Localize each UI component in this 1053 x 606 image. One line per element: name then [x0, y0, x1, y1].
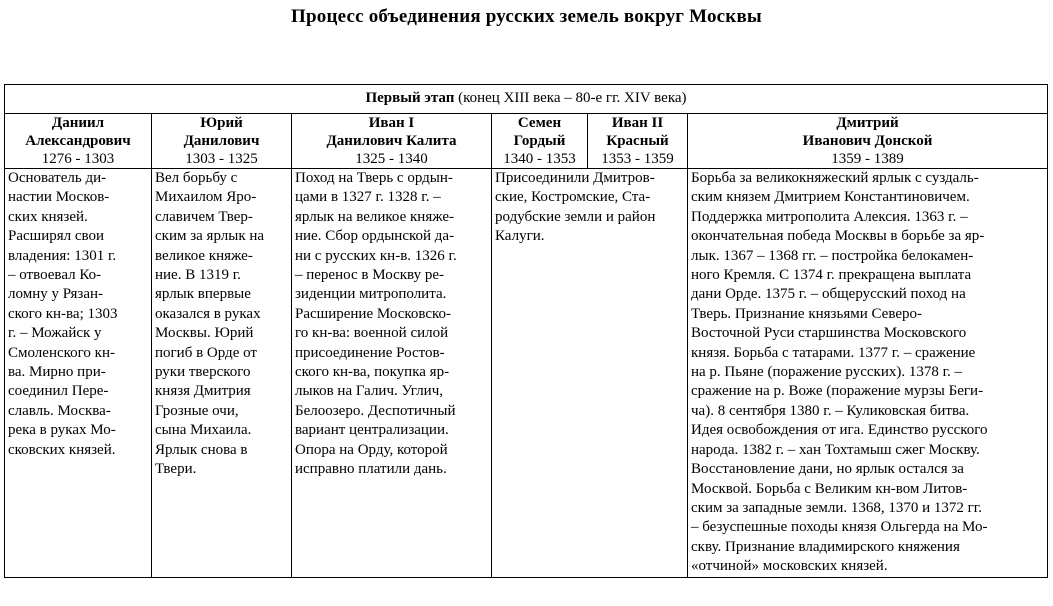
ruler-header-ivan1 — [292, 114, 492, 169]
ruler-years: 1359 - 1389 — [831, 151, 904, 167]
ruler-header-semen — [492, 114, 588, 169]
ruler-name: Иванович Донской — [802, 133, 933, 149]
events-semen-ivan2 — [492, 169, 688, 578]
events-text: Вел борьбу с Михаилом Яро- славичем Твер- ским за ярлык на великое княже- ние. В 1319 г. ярлык впервые оказался в руках Москвы. Юрий погиб в Орде от руки тверского князя Дмитрия Грозные очи, сына Михаила. Ярлык снова в Твери. — [155, 170, 265, 478]
ruler-name: Александрович — [25, 133, 131, 149]
ruler-years: 1340 - 1353 — [503, 151, 576, 167]
events-text: Борьба за великокняжеский ярлык с суздаль- ским князем Дмитрием Константиновичем. Поддержка митрополита Алексия. 1363 г. – окончательная победа Москвы в борьбе за яр- лык. 1367 – 1368 гг. – постройка белокамен- ного Кремля. С 1374 г. прекращена выплата дани Орде. 1375 г. – общерусский поход на Тверь. Признание князьями Северо- Восточной Руси старшинства Московского князя. Борьба с татарами. 1377 г. – сражение на р. Пьяне (поражение русских). 1378 г. – сражение на р. Воже (поражение мурзы Беги- ча). 8 сентября 1380 г. – Куликовская битва. Идея освобождения от ига. Единство русского народа. 1382 г. – хан Тохтамыш сжег Москву. Восстановление дани, но ярлык остался за Москвой. Борьба с Великим кн-вом Литов- ским за западные земли. 1368, 1370 и 1372 гг. – безуспешные походы князя Ольгерда на Мо- скву. Признание владимирского княжения «отчиной» московских князей. — [691, 170, 988, 575]
events-text: Основатель ди- настии Москов- ских князей. Расширял свои владения: 1301 г. – отвоевал Ко- ломну у Рязан- ского кн-ва; 1303 г. – Можайск у Смоленского кн- ва. Мирно при- соединил Пере- славль. Москва- река в руках Мо- сковских князей. — [8, 170, 118, 458]
ruler-name: Красный — [606, 133, 669, 149]
page-title: Процесс объединения русских земель вокруг Москвы — [291, 6, 762, 27]
events-text: Присоединили Дмитров- ские, Костромские, Ста- родубские земли и район Калуги. — [495, 170, 656, 245]
ruler-years: 1276 - 1303 — [41, 151, 115, 167]
ruler-header-yuri — [152, 114, 292, 169]
ruler-header-dmitry — [688, 114, 1048, 169]
ruler-name: Дмитрий — [836, 115, 899, 131]
stage-period: (конец XIII века – 80-е гг. XIV века) — [458, 90, 687, 107]
ruler-name: Данилович Калита — [326, 133, 457, 149]
ruler-header-daniil — [5, 114, 152, 169]
events-ivan1 — [292, 169, 492, 578]
events-daniil — [5, 169, 152, 578]
ruler-years: 1325 - 1340 — [355, 151, 428, 167]
stage-label: Первый этап — [365, 90, 455, 107]
ruler-name: Иван II — [611, 115, 664, 131]
history-table — [4, 84, 1048, 578]
ruler-name: Юрий — [200, 115, 243, 131]
events-yuri — [152, 169, 292, 578]
ruler-name: Иван I — [368, 115, 415, 131]
ruler-name: Даниил — [51, 115, 105, 131]
ruler-name: Семен — [517, 115, 562, 131]
events-text: Поход на Тверь с ордын- цами в 1327 г. 1328 г. – ярлык на великое княже- ние. Сбор ордынской да- ни с русских кн-в. 1326 г. – перенос в Москву ре- зиденции митрополита. Расширение Московско- го кн-ва: военной силой присоединение Ростов- ского кн-ва, покупка яр- лыков на Галич. Углич, Белоозеро. Деспотичный вариант централизации. Опора на Орду, которой исправно платили дань. — [295, 170, 457, 478]
ruler-years: 1353 - 1359 — [601, 151, 674, 167]
ruler-name: Данилович — [183, 133, 260, 149]
stage-header — [5, 85, 1048, 114]
ruler-name: Гордый — [513, 133, 566, 149]
ruler-header-ivan2 — [588, 114, 688, 169]
ruler-years: 1303 - 1325 — [185, 151, 258, 167]
events-dmitry — [688, 169, 1048, 578]
